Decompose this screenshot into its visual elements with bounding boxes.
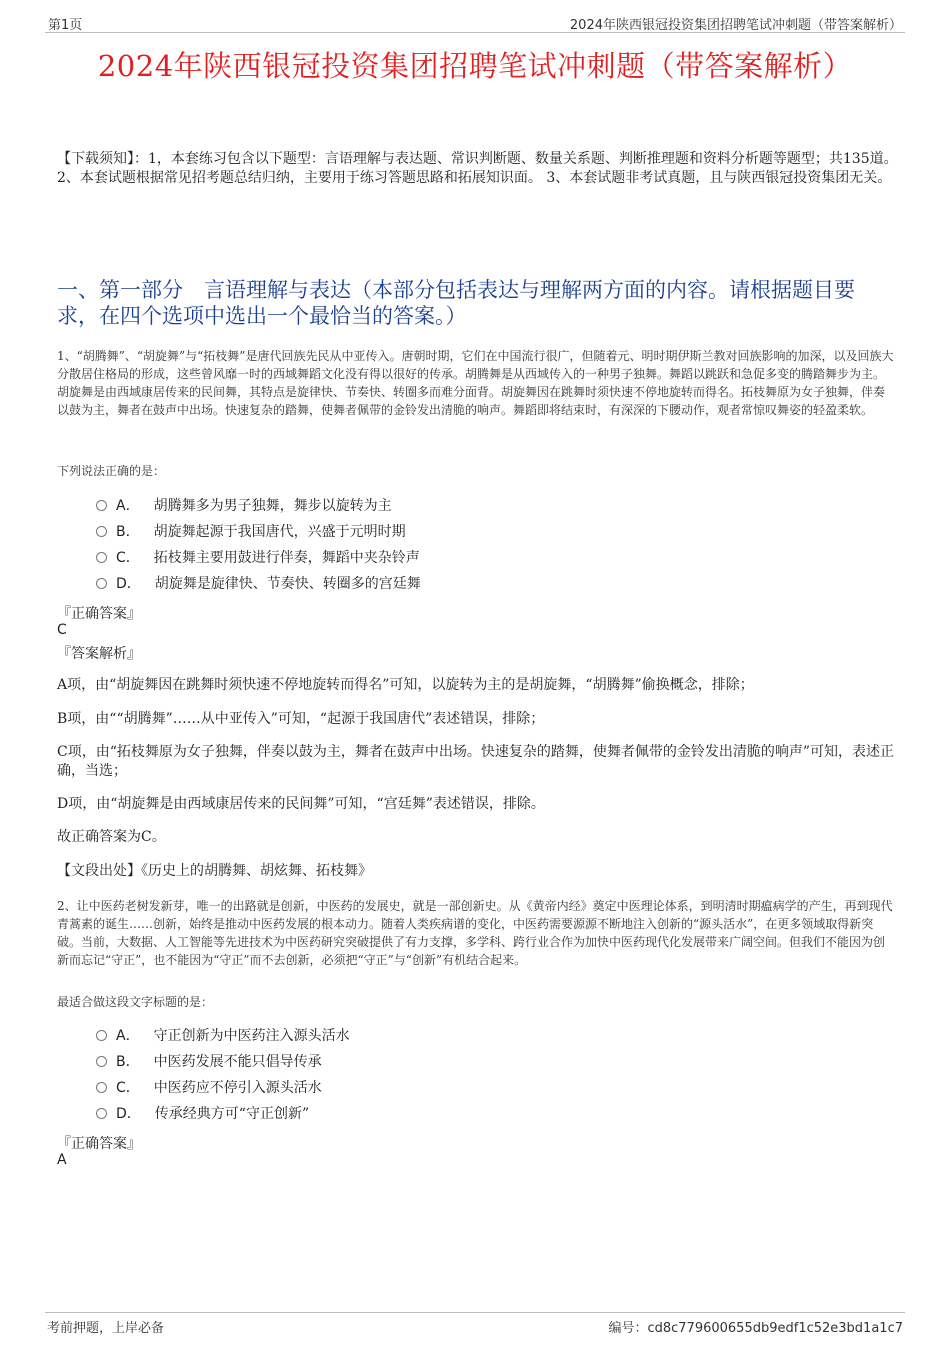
question-1-option-a[interactable]: A． 胡腾舞多为男子独舞，舞步以旋转为主 xyxy=(96,496,392,516)
question-2-option-c[interactable]: C． 中医药应不停引入源头活水 xyxy=(96,1078,322,1098)
document-title: 2024年陕西银冠投资集团招聘笔试冲刺题（带答案解析） xyxy=(97,49,853,83)
page-number: 第1页 xyxy=(48,18,83,33)
question-1-answer-label: 『正确答案』 xyxy=(57,606,141,622)
question-1-option-b[interactable]: B． 胡旋舞起源于我国唐代，兴盛于元明时期 xyxy=(96,522,406,542)
radio-icon[interactable] xyxy=(96,552,107,563)
question-1-option-c[interactable]: C． 拓枝舞主要用鼓进行伴奏，舞蹈中夹杂铃声 xyxy=(96,548,420,568)
radio-icon[interactable] xyxy=(96,1108,107,1119)
download-notice: 【下载须知】：1，本套练习包含以下题型：言语理解与表达题、常识判断题、数量关系题、判断推理题和资料分析题等题型；共135道。 2、本套试题根据常见招考题总结归纳，主要用于练习答题思路和拓展知识面。 3、本套试题非考试真题，且与陕西银冠投资集团无关。 xyxy=(57,151,898,186)
question-2-answer: A xyxy=(57,1152,67,1168)
footer-slogan: 考前押题，上岸必备 xyxy=(47,1321,165,1336)
question-1-analysis-label: 『答案解析』 xyxy=(57,646,141,662)
radio-icon[interactable] xyxy=(96,1082,107,1093)
footer-doc-id: 编号：cd8c779600655db9edf1c52e3bd1a1c7 xyxy=(608,1321,903,1336)
radio-icon[interactable] xyxy=(96,526,107,537)
question-1-analysis-d: D项，由“胡旋舞是由西域康居传来的民间舞”可知，“宫廷舞”表述错误，排除。 xyxy=(57,796,545,812)
question-2-option-d[interactable]: D． 传承经典方可“守正创新” xyxy=(96,1104,309,1124)
question-2-text: 2、让中医药老树发新芽，唯一的出路就是创新，中医药的发展史，就是一部创新史。从《黄帝内经》奠定中医理论体系，到明清时期瘟病学的产生，再到现代青蒿素的诞生……创新，始终是推动中医药发展的根本动力。随着人类疾病谱的变化，中医药需要源源不断地注入创新的“源头活水”，在更多领域取得新突破。当前，大数据、人工智能等先进技术为中医药研究突破提供了有力支撑，多学科、跨行业合作为加快中医药现代化发展带来广阔空间。但我们不能因为创新而忘记“守正”，也不能因为“守正”而不去创新，必须把“守正”与“创新”有机结合起来。 xyxy=(57,899,893,967)
section-heading: 一、第一部分 言语理解与表达（本部分包括表达与理解两方面的内容。请根据题目要求，在四个选项中选出一个最恰当的答案。） xyxy=(57,278,855,328)
page-header xyxy=(45,10,905,33)
question-1-analysis-c: C项，由“拓枝舞原为女子独舞，伴奏以鼓为主，舞者在鼓声中出场。快速复杂的踏舞，使舞者佩带的金铃发出清脆的响声”可知，表述正确，当选； xyxy=(57,744,895,779)
question-1-source: 【文段出处】《历史上的胡腾舞、胡炫舞、拓枝舞》 xyxy=(57,863,372,879)
question-1-answer: C xyxy=(57,622,67,638)
question-2-option-a[interactable]: A． 守正创新为中医药注入源头活水 xyxy=(96,1026,350,1046)
question-1-analysis-b: B项，由““胡腾舞”……从中亚传入”可知，“起源于我国唐代”表述错误，排除； xyxy=(57,711,545,727)
radio-icon[interactable] xyxy=(96,1056,107,1067)
question-2-answer-label: 『正确答案』 xyxy=(57,1136,141,1152)
radio-icon[interactable] xyxy=(96,500,107,511)
question-2-option-b[interactable]: B． 中医药发展不能只倡导传承 xyxy=(96,1052,322,1072)
radio-icon[interactable] xyxy=(96,578,107,589)
header-doc-title: 2024年陕西银冠投资集团招聘笔试冲刺题（带答案解析） xyxy=(569,18,902,33)
radio-icon[interactable] xyxy=(96,1030,107,1041)
question-1-conclusion: 故正确答案为C。 xyxy=(57,829,166,845)
page-footer xyxy=(45,1312,905,1339)
question-1-text: 1、“胡腾舞”、“胡旋舞”与“拓枝舞”是唐代回族先民从中亚传入。唐朝时期，它们在中国流行很广，但随着元、明时期伊斯兰教对回族影响的加深，以及回族大分散居住格局的形成，这些曾风靡一时的西域舞蹈文化没有得以很好的传承。胡腾舞是从西域传入的一种男子独舞。舞蹈以跳跃和急促多变的腾踏舞步为主。胡旋舞是由西域康居传来的民间舞，其特点是旋律快、节奏快、转圈多而难分面背。胡旋舞因在跳舞时须快速不停地旋转而得名。拓枝舞原为女子独舞，伴奏以鼓为主，舞者在鼓声中出场。快速复杂的踏舞，使舞者佩带的金铃发出清脆的响声。舞蹈即将结束时，有深深的下腰动作，观者常惊叹舞姿的轻盈柔软。 xyxy=(57,349,894,417)
question-1-analysis-a: A项，由“胡旋舞因在跳舞时须快速不停地旋转而得名”可知，以旋转为主的是胡旋舞，“胡腾舞”偷换概念，排除； xyxy=(57,677,754,693)
question-2-prompt: 最适合做这段文字标题的是： xyxy=(57,995,214,1009)
question-1-option-d[interactable]: D． 胡旋舞是旋律快、节奏快、转圈多的宫廷舞 xyxy=(96,574,421,594)
question-1-prompt: 下列说法正确的是： xyxy=(57,464,166,478)
